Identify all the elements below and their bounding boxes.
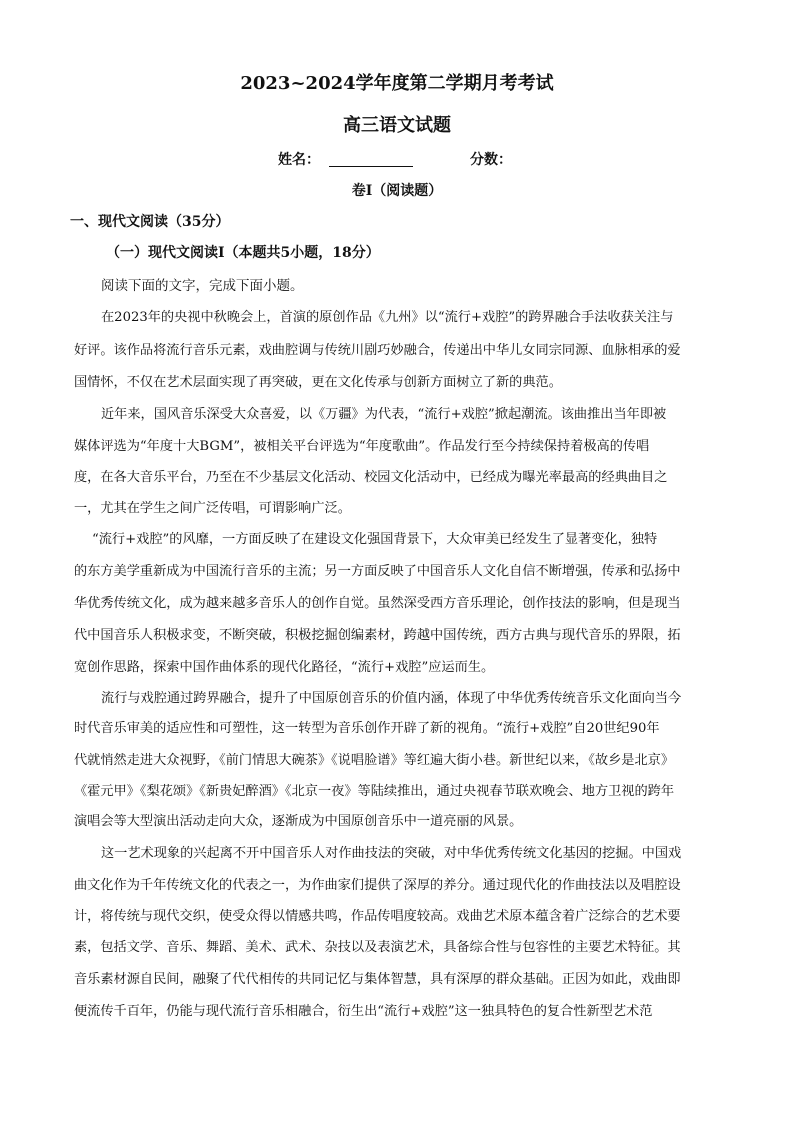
passage-line: 的东方美学重新成为中国流行音乐的主流；另一方面反映了中国音乐人文化自信不断增强，传承和弘扬中	[74, 564, 681, 579]
passage-line: 好评。该作品将流行音乐元素，戏曲腔调与传统川剧巧妙融合，传递出中华儿女同宗同源、血脉相承的爱	[74, 343, 681, 358]
name-label: 姓名：	[278, 152, 320, 168]
passage-line: 计，将传统与现代交织，使受众得以情感共鸣，作品传唱度较高。戏曲艺术原本蕴含着广泛综合的艺术要	[74, 909, 681, 924]
passage-line: 音乐素材源自民间，融聚了代代相传的共同记忆与集体智慧，具有深厚的群众基础。正因为如此，戏曲即	[74, 972, 681, 987]
passage-line: 在2023年的央视中秋晚会上，首演的原创作品《九州》以“流行+戏腔”的跨界融合手法收获关注与	[101, 310, 674, 325]
passage-line: 近年来，国风音乐深受大众喜爱，以《万疆》为代表，“流行+戏腔”掀起潮流。该曲推出当年即被	[101, 407, 667, 422]
passage-line: 国情怀，不仅在艺术层面实现了再突破，更在文化传承与创新方面树立了新的典范。	[74, 375, 562, 390]
reading-instruction: 阅读下面的文字，完成下面小题。	[101, 278, 304, 294]
passage-line: 《霍元甲》《梨花颂》《新贵妃醉酒》《北京一夜》等陆续推出，通过央视春节联欢晚会、地方卫视的跨年	[74, 784, 675, 799]
passage-line: 代就悄然走进大众视野，《前门情思大碗茶》《说唱脸谱》等红遍大街小巷。新世纪以来，《故乡是北京》	[74, 753, 675, 768]
passage-line: 时代音乐审美的适应性和可塑性，这一转型为音乐创作开辟了新的视角。“流行+戏腔”自20世纪90年	[74, 721, 660, 736]
volume-title: 卷Ⅰ（阅读题）	[351, 183, 443, 199]
passage-line: 代中国音乐人积极求变，不断突破，积极挖掘创编素材，跨越中国传统，西方古典与现代音乐的界限，拓	[74, 628, 681, 643]
subject-title: 高三语文试题	[343, 115, 451, 136]
subsection-heading: （一）现代文阅读Ⅰ（本题共5小题，18分）	[106, 245, 380, 261]
student-info-row	[0, 150, 794, 170]
passage-line: 度，在各大音乐平台，乃至在不少基层文化活动、校园文化活动中，已经成为曝光率最高的经典曲目之	[74, 470, 668, 485]
passage-line: 便流传千百年，仍能与现代流行音乐相融合，衍生出“流行+戏腔”这一独具特色的复合性新型艺术范	[74, 1004, 653, 1019]
score-label: 分数：	[470, 152, 512, 168]
passage-line: 流行与戏腔通过跨界融合，提升了中国原创音乐的价值内涵，体现了中华优秀传统音乐文化面向当今	[101, 691, 682, 706]
passage-line: 这一艺术现象的兴起离不开中国音乐人对作曲技法的突破，对中华优秀传统文化基因的挖掘。中国戏	[101, 846, 682, 861]
passage-line: 素，包括文学、音乐、舞蹈、美术、武术、杂技以及表演艺术，具备综合性与包容性的主要艺术特征。其	[74, 940, 681, 955]
passage-line: 媒体评选为“年度十大BGM”，被相关平台评选为“年度歌曲”。作品发行至今持续保持着极高的传唱	[74, 439, 650, 454]
passage-line: 演唱会等大型演出活动走向大众，逐渐成为中国原创音乐中一道亮丽的风景。	[74, 814, 523, 829]
passage-line: 一，尤其在学生之间广泛传唱，可谓影响广泛。	[74, 501, 351, 516]
exam-title: 2023~2024学年度第二学期月考考试	[240, 73, 554, 94]
passage-line: 宽创作思路，探索中国作曲体系的现代化路径，“流行+戏腔”应运而生。	[74, 660, 495, 675]
passage-line: 华优秀传统文化，成为越来越多音乐人的创作自觉。虽然深受西方音乐理论，创作技法的影响，但是现当	[74, 596, 681, 611]
passage-line: “流行+戏腔”的风靡，一方面反映了在建设文化强国背景下，大众审美已经发生了显著变化，独特	[92, 532, 658, 547]
name-blank-line	[329, 166, 413, 167]
section-heading: 一、现代文阅读（35分）	[70, 214, 230, 230]
passage-line: 曲文化作为千年传统文化的代表之一，为作曲家们提供了深厚的养分。通过现代化的作曲技法以及唱腔设	[74, 878, 681, 893]
